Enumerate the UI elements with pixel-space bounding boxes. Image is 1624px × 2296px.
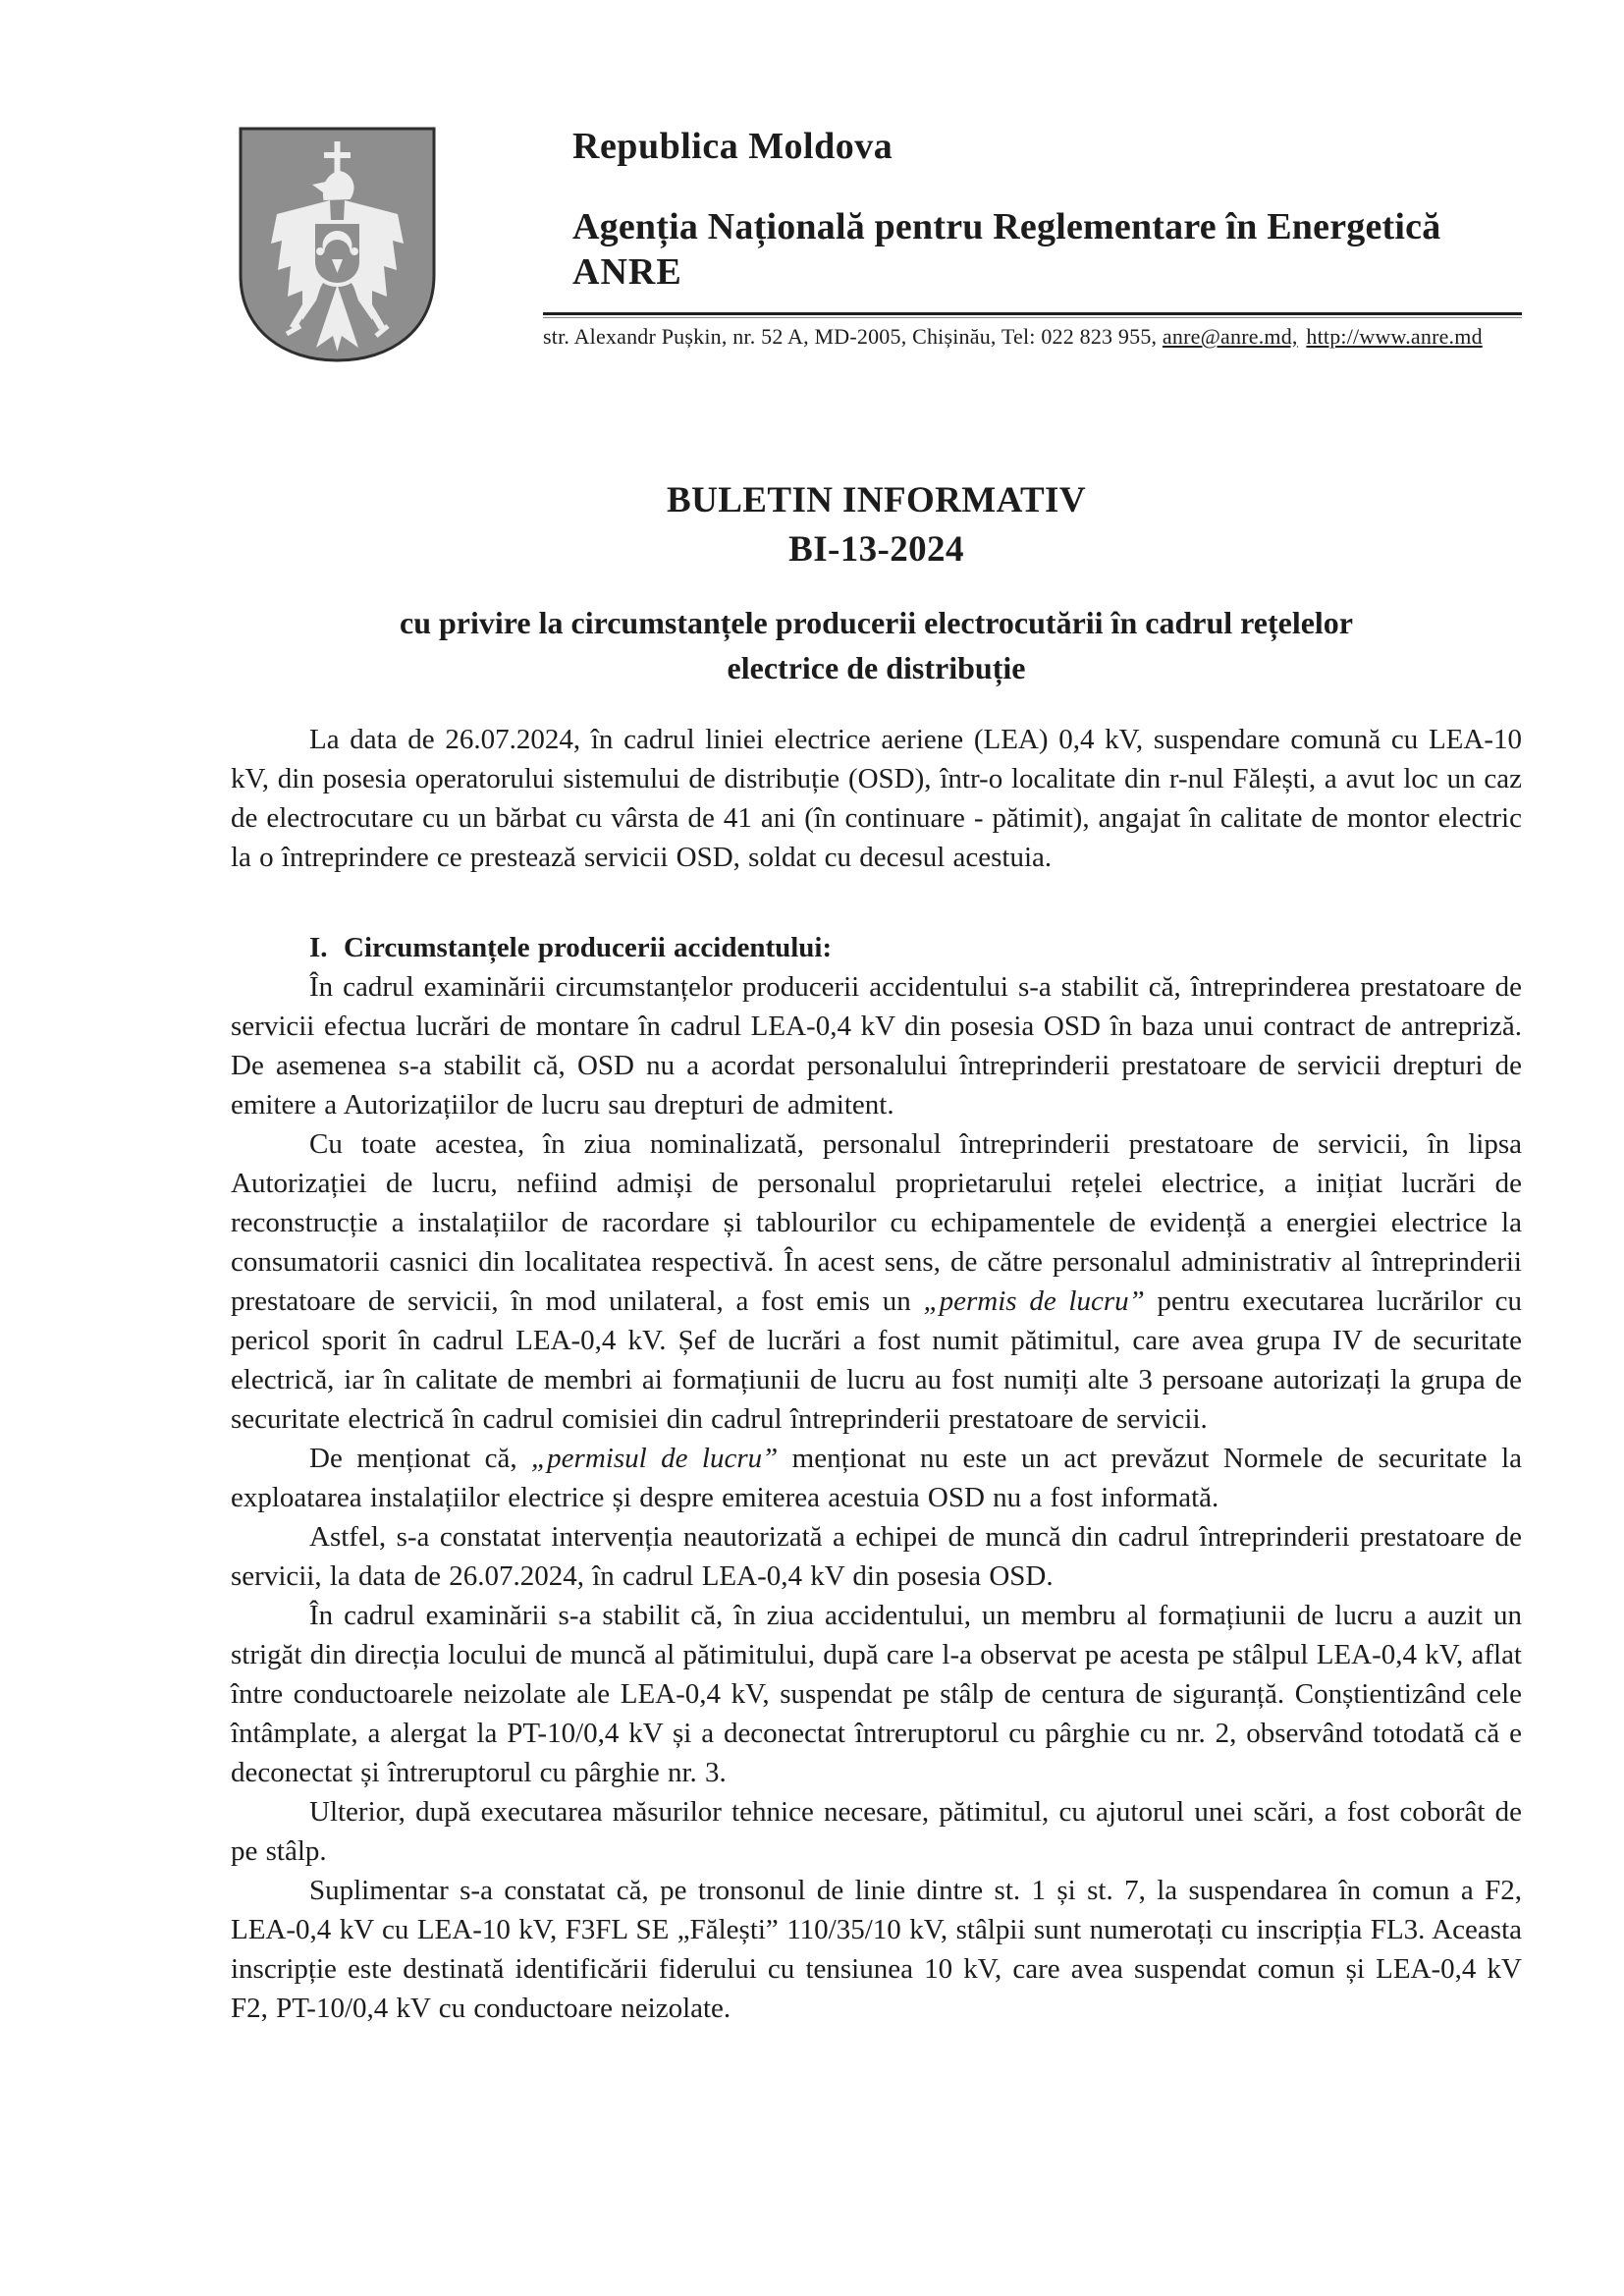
- body-paragraph: Suplimentar s-a constatat că, pe tronsonul de linie dintre st. 1 și st. 7, la suspendarea în comun a F2, LEA-0,4 kV cu LEA-10 kV, F3FL SE „Fălești” 110/35/10 kV, stâlpii sunt numerotați cu inscripția FL3. Aceasta inscripție este destinată identificării fiderului cu tensiunea 10 kV, care avea suspendat comun și LEA-0,4 kV F2, PT-10/0,4 kV cu conductoare neizolate.: [231, 1875, 1522, 2024]
- agency-abbreviation: ANRE: [572, 251, 682, 293]
- letterhead-text: [543, 124, 1522, 352]
- bulletin-title-block: [231, 476, 1522, 574]
- bulletin-subject: cu privire la circumstanțele producerii electrocutării în cadrul rețelelor electrice de distribuție: [399, 605, 1353, 685]
- body-paragraph: De menționat că, „permisul de lucru” menționat nu este un act prevăzut Normele de securitate la exploatarea instalațiilor electrice și despre emiterea acestuia OSD nu a fost informată.: [231, 1443, 1522, 1513]
- body-paragraph: În cadrul examinării s-a stabilit că, în ziua accidentului, un membru al formațiunii de lucru a auzit un strigăt din direcția locului de muncă al pătimitului, după care l-a observat pe acesta pe stâlpul LEA-0,4 kV, aflat între conductoarele neizolate ale LEA-0,4 kV, suspendat pe stâlp de centura de siguranță. Conștientizând cele întâmplate, a alergat la PT-10/0,4 kV și a deconectat întreruptorul cu pârghie cu nr. 2, observând totodată că e deconectat și întreruptorul cu pârghie nr. 3.: [231, 1600, 1522, 1788]
- address-text: str. Alexandr Pușkin, nr. 52 A, MD-2005, Chișinău, Tel: 022 823 955,: [543, 324, 1163, 349]
- header-divider: [543, 312, 1522, 318]
- body-paragraph: Astfel, s-a constatat intervenția neautorizată a echipei de muncă din cadrul întreprinderii prestatoare de servicii, la data de 26.07.2024, în cadrul LEA-0,4 kV din posesia OSD.: [231, 1521, 1522, 1592]
- agency-email: anre@anre.md,: [1162, 324, 1298, 349]
- body-paragraph: La data de 26.07.2024, în cadrul liniei electrice aeriene (LEA) 0,4 kV, suspendare comună cu LEA-10 kV, din posesia operatorului sistemului de distribuție (OSD), într-o localitate din r-nul Fălești, a avut loc un caz de electrocutare cu un bărbat cu vârsta de 41 ani (în continuare - pătimit), angajat în calitate de montor electric la o întreprindere ce prestează servicii OSD, soldat cu decesul acestuia.: [231, 724, 1522, 873]
- body-paragraph: În cadrul examinării circumstanțelor producerii accidentului s-a stabilit că, întreprinderea prestatoare de servicii efectua lucrări de montare în cadrul LEA-0,4 kV din posesia OSD în baza unui contract de antrepriză. De asemenea s-a stabilit că, OSD nu a acordat personalului întreprinderii prestatoare de servicii drepturi de emitere a Autorizațiilor de lucru sau drepturi de admitent.: [231, 971, 1522, 1121]
- agency-address: [543, 322, 1522, 352]
- document-body: [231, 720, 1522, 2028]
- section-heading: I. Circumstanțele producerii accidentului:: [309, 932, 833, 963]
- coat-of-arms-icon: [238, 126, 437, 368]
- agency-website: http://www.anre.md: [1306, 324, 1483, 349]
- country-title: Republica Moldova: [572, 126, 893, 167]
- bulletin-title: BULETIN INFORMATIV: [667, 480, 1086, 520]
- agency-name: Agenția Națională pentru Reglementare în Energetică: [572, 206, 1441, 247]
- bulletin-number: BI-13-2024: [788, 529, 964, 570]
- body-paragraph: Ulterior, după executarea măsurilor tehnice necesare, pătimitul, cu ajutorul unei scări, a fost coborât de pe stâlp.: [231, 1796, 1522, 1867]
- letterhead: [231, 124, 1522, 368]
- body-paragraph: Cu toate acestea, în ziua nominalizată, personalul întreprinderii prestatoare de servicii, în lipsa Autorizației de lucru, nefiind admiși de personalul proprietarului rețelei electrice, a inițiat lucrări de reconstrucție a instalațiilor de racordare și tablourilor cu echipamentele de evidență a energiei electrice la consumatorii casnici din localitatea respectivă. În acest sens, de către personalul administrativ al întreprinderii prestatoare de servicii, în mod unilateral, a fost emis un „permis de lucru” pentru executarea lucrărilor cu pericol sporit în cadrul LEA-0,4 kV. Șef de lucrări a fost numit pătimitul, care avea grupa IV de securitate electrică, iar în calitate de membri ai formațiunii de lucru au fost numiți alte 3 persoane autorizați la grupa de securitate electrică în cadrul comisiei din cadrul întreprinderii prestatoare de servicii.: [231, 1128, 1522, 1435]
